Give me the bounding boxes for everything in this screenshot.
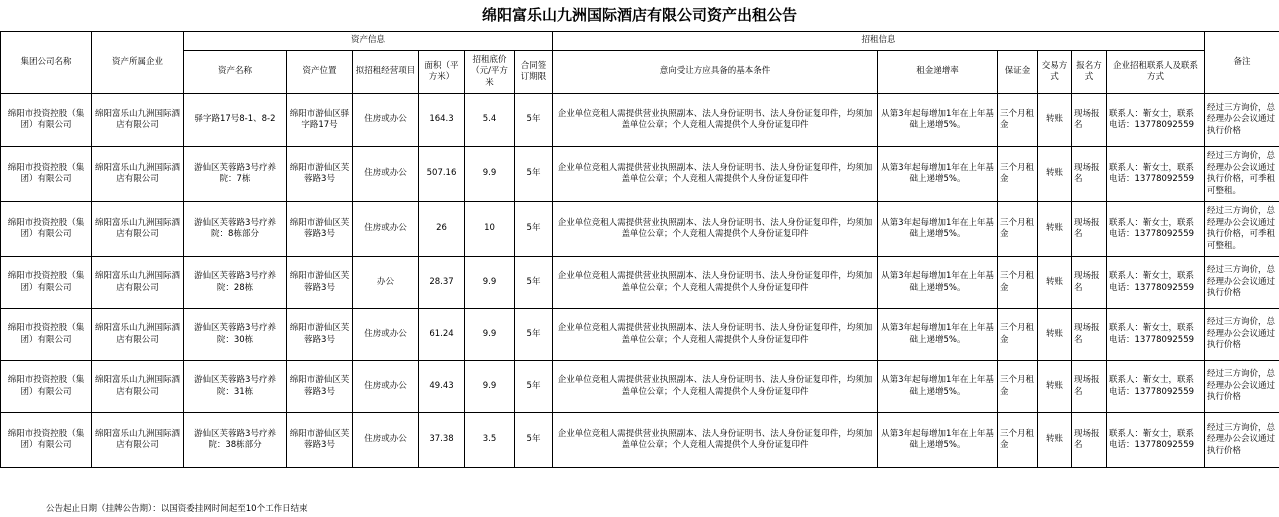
contact-cell: 联系人：靳女士，联系电话：13778092559 [1107,202,1205,257]
asset-owner-cell: 绵阳富乐山九洲国际酒店有限公司 [92,309,184,361]
trade-method-cell: 转账 [1038,413,1072,468]
conditions-cell: 企业单位竞租人需提供营业执照副本、法人身份证明书、法人身份证复印件，均须加盖单位公章；个人竞租人需提供个人身份证复印件 [553,202,878,257]
remarks-cell: 经过三方询价，总经理办公会议通过执行价格 [1205,309,1279,361]
asset-owner-cell: 绵阳富乐山九洲国际酒店有限公司 [92,202,184,257]
contact-cell: 联系人：靳女士，联系电话：13778092559 [1107,257,1205,309]
contract-term-cell: 5年 [515,413,553,468]
area-cell: 37.38 [419,413,465,468]
contact-cell: 联系人：靳女士，联系电话：13778092559 [1107,413,1205,468]
table-row [1,257,1279,309]
asset-name-cell: 驿字路17号8-1、8-2 [184,94,287,147]
header-trade-method: 交易方式 [1038,51,1072,94]
group-company-cell: 绵阳市投资控股（集团）有限公司 [1,257,92,309]
header-signup-method: 报名方式 [1072,51,1107,94]
group-company-cell: 绵阳市投资控股（集团）有限公司 [1,147,92,202]
base-price-cell: 5.4 [465,94,515,147]
contract-term-cell: 5年 [515,257,553,309]
asset-location-cell: 绵阳市游仙区芙蓉路3号 [287,361,353,413]
asset-name-cell: 游仙区芙蓉路3号疗养院：28栋 [184,257,287,309]
contact-cell: 联系人：靳女士，联系电话：13778092559 [1107,147,1205,202]
table-row [1,309,1279,361]
header-contract-term: 合同签订期限 [515,51,553,94]
signup-method-cell: 现场报名 [1072,147,1107,202]
group-company-cell: 绵阳市投资控股（集团）有限公司 [1,94,92,147]
business-item-cell: 住房或办公 [353,413,419,468]
signup-method-cell: 现场报名 [1072,413,1107,468]
signup-method-cell: 现场报名 [1072,202,1107,257]
contract-term-cell: 5年 [515,147,553,202]
group-company-cell: 绵阳市投资控股（集团）有限公司 [1,202,92,257]
header-row-top [1,32,1279,51]
announcement-title: 绵阳富乐山九洲国际酒店有限公司资产出租公告 [481,6,797,24]
area-cell: 507.16 [419,147,465,202]
remarks-cell: 经过三方询价，总经理办公会议通过执行价格 [1205,413,1279,468]
asset-name-cell: 游仙区芙蓉路3号疗养院：31栋 [184,361,287,413]
asset-owner-cell: 绵阳富乐山九洲国际酒店有限公司 [92,361,184,413]
table-row [1,413,1279,468]
table-row [1,147,1279,202]
remarks-cell: 经过三方询价，总经理办公会议通过执行价格 [1205,94,1279,147]
contact-cell: 联系人：靳女士，联系电话：13778092559 [1107,361,1205,413]
header-asset-location: 资产位置 [287,51,353,94]
table-row [1,94,1279,147]
conditions-cell: 企业单位竞租人需提供营业执照副本、法人身份证明书、法人身份证复印件，均须加盖单位公章；个人竞租人需提供个人身份证复印件 [553,361,878,413]
signup-method-cell: 现场报名 [1072,94,1107,147]
trade-method-cell: 转账 [1038,202,1072,257]
contract-term-cell: 5年 [515,361,553,413]
contact-cell: 联系人：靳女士，联系电话：13778092559 [1107,94,1205,147]
conditions-cell: 企业单位竞租人需提供营业执照副本、法人身份证明书、法人身份证复印件，均须加盖单位公章；个人竞租人需提供个人身份证复印件 [553,309,878,361]
asset-location-cell: 绵阳市游仙区芙蓉路3号 [287,202,353,257]
remarks-cell: 经过三方询价，总经理办公会议通过执行价格 [1205,361,1279,413]
conditions-cell: 企业单位竞租人需提供营业执照副本、法人身份证明书、法人身份证复印件，均须加盖单位公章；个人竞租人需提供个人身份证复印件 [553,94,878,147]
area-cell: 61.24 [419,309,465,361]
business-item-cell: 住房或办公 [353,309,419,361]
base-price-cell: 9.9 [465,147,515,202]
announcement-period-note: 公告起止日期（挂牌公告期）：以国资委挂网时间起至10个工作日结束 [46,504,308,514]
deposit-cell: 三个月租金 [998,257,1038,309]
conditions-cell: 企业单位竞租人需提供营业执照副本、法人身份证明书、法人身份证复印件，均须加盖单位公章；个人竞租人需提供个人身份证复印件 [553,257,878,309]
conditions-cell: 企业单位竞租人需提供营业执照副本、法人身份证明书、法人身份证复印件，均须加盖单位公章；个人竞租人需提供个人身份证复印件 [553,147,878,202]
header-tender-info: 招租信息 [553,32,1205,51]
deposit-cell: 三个月租金 [998,202,1038,257]
asset-owner-cell: 绵阳富乐山九洲国际酒店有限公司 [92,94,184,147]
business-item-cell: 办公 [353,257,419,309]
header-rent-increase: 租金递增率 [878,51,998,94]
table-row [1,202,1279,257]
contract-term-cell: 5年 [515,202,553,257]
header-business-item: 拟招租经营项目 [353,51,419,94]
asset-location-cell: 绵阳市游仙区芙蓉路3号 [287,147,353,202]
header-asset-info: 资产信息 [184,32,553,51]
remarks-cell: 经过三方询价，总经理办公会议通过执行价格，可季租可整租。 [1205,202,1279,257]
asset-name-cell: 游仙区芙蓉路3号疗养院：38栋部分 [184,413,287,468]
header-contact: 企业招租联系人及联系方式 [1107,51,1205,94]
rent-increase-cell: 从第3年起每增加1年在上年基础上递增5%。 [878,309,998,361]
trade-method-cell: 转账 [1038,257,1072,309]
group-company-cell: 绵阳市投资控股（集团）有限公司 [1,413,92,468]
trade-method-cell: 转账 [1038,361,1072,413]
rent-increase-cell: 从第3年起每增加1年在上年基础上递增5%。 [878,257,998,309]
business-item-cell: 住房或办公 [353,147,419,202]
asset-location-cell: 绵阳市游仙区芙蓉路3号 [287,257,353,309]
signup-method-cell: 现场报名 [1072,309,1107,361]
area-cell: 26 [419,202,465,257]
remarks-cell: 经过三方询价，总经理办公会议通过执行价格，可季租可整租。 [1205,147,1279,202]
header-area: 面积（平方米） [419,51,465,94]
group-company-cell: 绵阳市投资控股（集团）有限公司 [1,361,92,413]
base-price-cell: 10 [465,202,515,257]
group-company-cell: 绵阳市投资控股（集团）有限公司 [1,309,92,361]
header-deposit: 保证金 [998,51,1038,94]
asset-name-cell: 游仙区芙蓉路3号疗养院：8栋部分 [184,202,287,257]
asset-owner-cell: 绵阳富乐山九洲国际酒店有限公司 [92,147,184,202]
asset-owner-cell: 绵阳富乐山九洲国际酒店有限公司 [92,413,184,468]
base-price-cell: 9.9 [465,361,515,413]
header-base-price: 招租底价（元/平方米 [465,51,515,94]
base-price-cell: 9.9 [465,309,515,361]
header-asset-owner: 资产所属企业 [92,32,184,94]
deposit-cell: 三个月租金 [998,361,1038,413]
header-group-company: 集团公司名称 [1,32,92,94]
business-item-cell: 住房或办公 [353,94,419,147]
asset-location-cell: 绵阳市游仙区芙蓉路3号 [287,309,353,361]
trade-method-cell: 转账 [1038,309,1072,361]
table-row [1,361,1279,413]
contract-term-cell: 5年 [515,94,553,147]
signup-method-cell: 现场报名 [1072,257,1107,309]
rent-increase-cell: 从第3年起每增加1年在上年基础上递增5%。 [878,361,998,413]
trade-method-cell: 转账 [1038,94,1072,147]
header-row-sub [1,51,1279,94]
asset-location-cell: 绵阳市游仙区芙蓉路3号 [287,413,353,468]
base-price-cell: 9.9 [465,257,515,309]
business-item-cell: 住房或办公 [353,202,419,257]
business-item-cell: 住房或办公 [353,361,419,413]
rent-increase-cell: 从第3年起每增加1年在上年基础上递增5%。 [878,147,998,202]
header-conditions: 意向受让方应具备的基本条件 [553,51,878,94]
area-cell: 164.3 [419,94,465,147]
trade-method-cell: 转账 [1038,147,1072,202]
asset-lease-table [0,31,1279,468]
rent-increase-cell: 从第3年起每增加1年在上年基础上递增5%。 [878,94,998,147]
asset-name-cell: 游仙区芙蓉路3号疗养院：7栋 [184,147,287,202]
rent-increase-cell: 从第3年起每增加1年在上年基础上递增5%。 [878,202,998,257]
asset-location-cell: 绵阳市游仙区驿字路17号 [287,94,353,147]
base-price-cell: 3.5 [465,413,515,468]
rent-increase-cell: 从第3年起每增加1年在上年基础上递增5%。 [878,413,998,468]
asset-owner-cell: 绵阳富乐山九洲国际酒店有限公司 [92,257,184,309]
area-cell: 49.43 [419,361,465,413]
deposit-cell: 三个月租金 [998,309,1038,361]
deposit-cell: 三个月租金 [998,147,1038,202]
signup-method-cell: 现场报名 [1072,361,1107,413]
conditions-cell: 企业单位竞租人需提供营业执照副本、法人身份证明书、法人身份证复印件，均须加盖单位公章；个人竞租人需提供个人身份证复印件 [553,413,878,468]
asset-name-cell: 游仙区芙蓉路3号疗养院：30栋 [184,309,287,361]
header-remarks: 备注 [1205,32,1279,94]
header-asset-name: 资产名称 [184,51,287,94]
contract-term-cell: 5年 [515,309,553,361]
deposit-cell: 三个月租金 [998,94,1038,147]
contact-cell: 联系人：靳女士，联系电话：13778092559 [1107,309,1205,361]
area-cell: 28.37 [419,257,465,309]
deposit-cell: 三个月租金 [998,413,1038,468]
remarks-cell: 经过三方询价，总经理办公会议通过执行价格 [1205,257,1279,309]
